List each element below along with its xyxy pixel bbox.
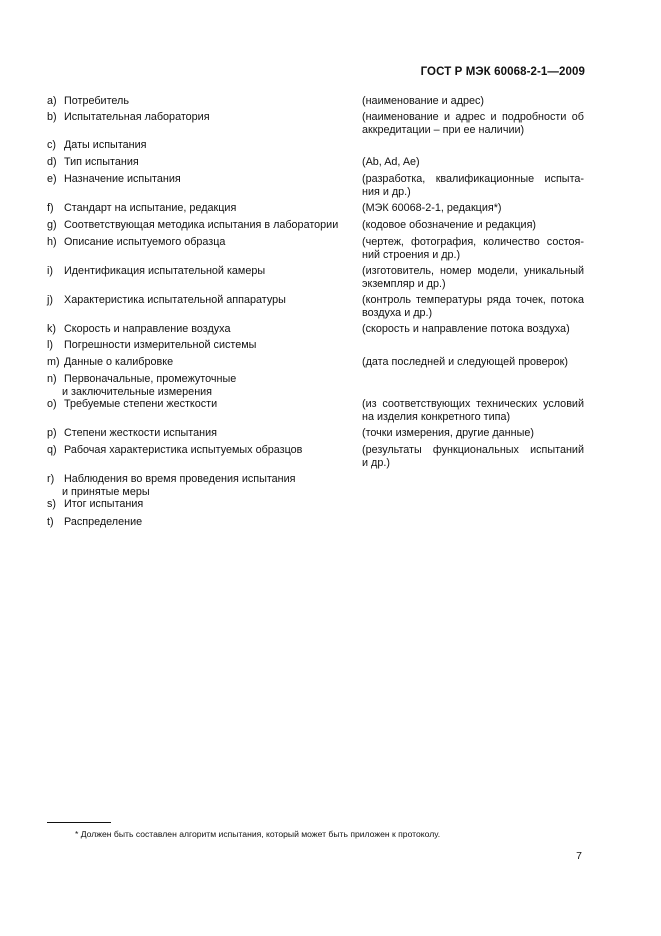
item-description: [362, 427, 584, 440]
item-description-line: экземпляр и др.): [362, 277, 446, 290]
item-description: [362, 444, 584, 469]
item-description-line: (из соответствующих технических условий: [362, 398, 584, 410]
item-label-text: Потребитель: [64, 95, 129, 107]
item-marker: b): [47, 111, 57, 123]
item-label-text: и принятые меры: [62, 485, 150, 498]
item-label-text: Скорость и направление воздуха: [64, 323, 231, 335]
item-label-text: Характеристика испытательной аппаратуры: [64, 294, 286, 306]
item-marker: k): [47, 323, 56, 335]
item-description: [362, 236, 584, 261]
item-marker: j): [47, 294, 53, 306]
item-marker: g): [47, 219, 57, 231]
item-marker: d): [47, 156, 57, 168]
item-marker: a): [47, 95, 57, 107]
item-label: [47, 398, 347, 411]
item-label: [47, 339, 347, 352]
item-marker: i): [47, 265, 53, 277]
item-label-text: Распределение: [64, 516, 143, 528]
item-label-text: Наблюдения во время проведения испытания: [64, 473, 296, 485]
item-label: [47, 356, 347, 369]
item-description-line: (наименование и адрес и подробности об: [362, 111, 584, 123]
item-marker: t): [47, 516, 54, 528]
item-description: [362, 173, 584, 198]
item-label: [47, 95, 347, 108]
item-label: [47, 498, 347, 511]
page-number: 7: [576, 850, 582, 862]
item-marker: e): [47, 173, 57, 185]
item-label-text: Первоначальные, промежуточные: [64, 373, 237, 385]
item-label: [47, 156, 347, 169]
document-header: ГОСТ Р МЭК 60068-2-1—2009: [420, 66, 585, 78]
item-label-text: и заключительные измерения: [62, 385, 213, 398]
item-label: [47, 173, 347, 186]
item-label: [47, 219, 347, 232]
item-label-text: Назначение испытания: [64, 173, 181, 185]
item-label-text: Степени жесткости испытания: [64, 427, 217, 439]
item-description-line: (чертеж, фотография, количество состоя-: [362, 236, 584, 248]
item-marker: r): [47, 473, 55, 485]
footnote: * Должен быть составлен алгоритм испытания, который может быть приложен к протоколу.: [75, 829, 441, 839]
item-description: [362, 202, 584, 215]
item-description-line: воздуха и др.): [362, 306, 433, 319]
item-description-line: (наименование и адрес): [362, 95, 484, 107]
item-marker: p): [47, 427, 57, 439]
item-label: [47, 236, 347, 249]
item-label: [47, 139, 347, 152]
item-marker: f): [47, 202, 54, 214]
footnote-divider: [47, 822, 111, 823]
item-description-line: (результаты функциональных испытаний: [362, 444, 584, 456]
item-label-text: Данные о калибровке: [64, 356, 174, 368]
item-description: [362, 356, 584, 369]
item-description: [362, 265, 584, 290]
item-description-line: (кодовое обозначение и редакция): [362, 219, 537, 231]
item-label: [47, 323, 347, 336]
item-label-text: Рабочая характеристика испытуемых образцов: [64, 444, 303, 456]
item-label: [47, 373, 347, 398]
item-description: [362, 219, 584, 232]
item-description-line: на изделия конкретного типа): [362, 410, 511, 423]
item-marker: l): [47, 339, 53, 351]
item-marker: n): [47, 373, 57, 385]
item-label: [47, 473, 347, 498]
item-label: [47, 516, 347, 529]
item-description-line: (разработка, квалификационные испыта-: [362, 173, 584, 185]
item-label: [47, 202, 347, 215]
item-label-text: Идентификация испытательной камеры: [64, 265, 266, 277]
item-description: [362, 95, 584, 108]
item-marker: h): [47, 236, 57, 248]
item-label-text: Даты испытания: [64, 139, 147, 151]
item-label: [47, 444, 347, 457]
item-description-line: (МЭК 60068-2-1, редакция*): [362, 202, 502, 214]
item-description: [362, 398, 584, 423]
item-marker: m): [47, 356, 60, 368]
item-marker: q): [47, 444, 57, 456]
item-description-line: аккредитации – при ее наличии): [362, 123, 525, 136]
item-label-text: Итог испытания: [64, 498, 144, 510]
item-description-line: (изготовитель, номер модели, уникальный: [362, 265, 584, 277]
item-marker: c): [47, 139, 56, 151]
item-description-line: и др.): [362, 456, 390, 469]
item-description: [362, 294, 584, 319]
item-description: [362, 323, 584, 336]
item-label-text: Описание испытуемого образца: [64, 236, 226, 248]
item-label: [47, 111, 347, 124]
item-label-text: Тип испытания: [64, 156, 139, 168]
item-description-line: (Ab, Ad, Ae): [362, 156, 420, 168]
item-description-line: (контроль температуры ряда точек, потока: [362, 294, 584, 306]
item-description-line: (точки измерения, другие данные): [362, 427, 534, 439]
item-description-line: (дата последней и следующей проверок): [362, 356, 568, 368]
item-label: [47, 294, 347, 307]
item-label: [47, 265, 347, 278]
item-label-text: Испытательная лаборатория: [64, 111, 210, 123]
item-description: [362, 156, 584, 169]
item-description-line: (скорость и направление потока воздуха): [362, 323, 570, 335]
item-label-text: Стандарт на испытание, редакция: [64, 202, 237, 214]
item-label-text: Погрешности измерительной системы: [64, 339, 257, 351]
item-description-line: ний строения и др.): [362, 248, 461, 261]
item-label-text: Требуемые степени жесткости: [64, 398, 218, 410]
item-description-line: ния и др.): [362, 185, 411, 198]
item-marker: o): [47, 398, 57, 410]
item-description: [362, 111, 584, 136]
item-marker: s): [47, 498, 56, 510]
item-label: [47, 427, 347, 440]
item-label-text: Соответствующая методика испытания в лаборатории: [64, 219, 339, 231]
